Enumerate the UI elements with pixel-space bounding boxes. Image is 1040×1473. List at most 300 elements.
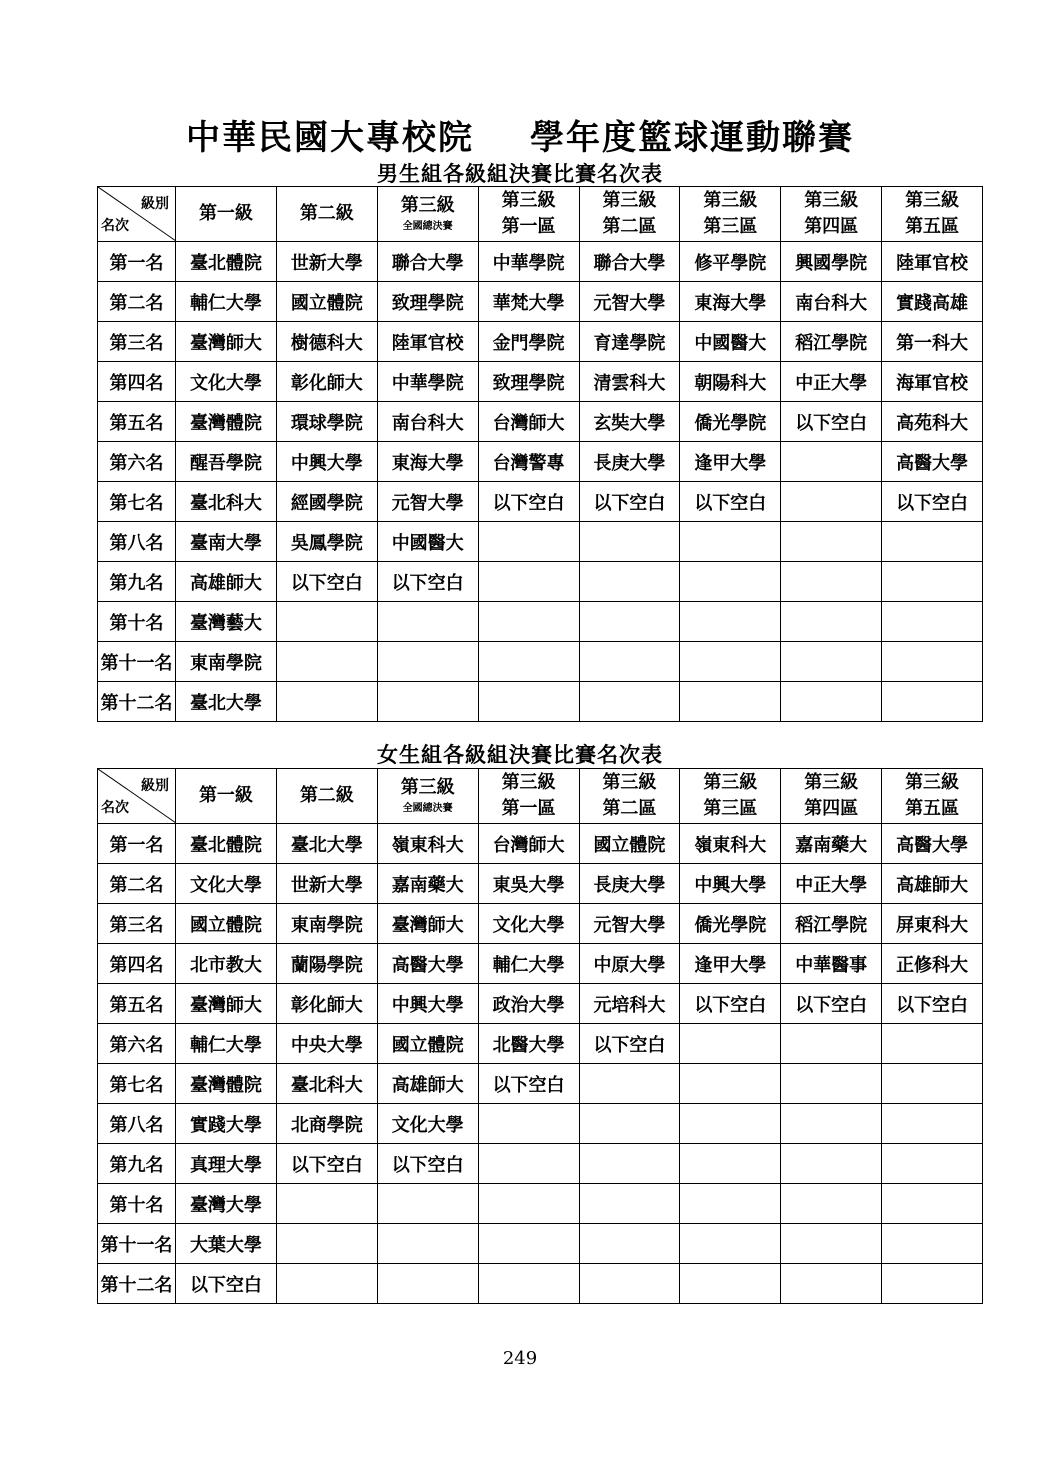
- school-cell: [478, 1264, 579, 1304]
- school-cell: [680, 642, 781, 682]
- school-cell: [478, 602, 579, 642]
- school-cell: 高苑科大: [882, 402, 983, 442]
- school-cell: 興國學院: [781, 242, 882, 282]
- school-cell: 南台科大: [781, 282, 882, 322]
- school-cell: [680, 1144, 781, 1184]
- school-cell: 金門學院: [478, 322, 579, 362]
- column-header: [276, 769, 377, 824]
- column-header-division: 第三區: [703, 216, 758, 237]
- school-cell: [276, 682, 377, 722]
- rank-label: 第二名: [98, 864, 176, 904]
- school-cell: 文化大學: [176, 362, 277, 402]
- table-row: [98, 442, 983, 482]
- column-header: [781, 769, 882, 824]
- school-cell: 醒吾學院: [176, 442, 277, 482]
- column-header-level: 第三級: [703, 772, 758, 793]
- school-cell: [781, 1184, 882, 1224]
- school-cell: [276, 1264, 377, 1304]
- school-cell: [680, 1224, 781, 1264]
- school-cell: 中興大學: [276, 442, 377, 482]
- school-cell: 高醫大學: [377, 944, 478, 984]
- school-cell: 文化大學: [176, 864, 277, 904]
- school-cell: 稻江學院: [781, 904, 882, 944]
- school-cell: [781, 1264, 882, 1304]
- rank-label: 第一名: [98, 242, 176, 282]
- school-cell: 以下空白: [882, 984, 983, 1024]
- school-cell: [579, 1144, 680, 1184]
- school-cell: [478, 1104, 579, 1144]
- table-row: [98, 402, 983, 442]
- school-cell: [377, 642, 478, 682]
- rank-label: 第五名: [98, 984, 176, 1024]
- rank-label: 第十二名: [98, 1264, 176, 1304]
- column-header-division: 第一區: [501, 798, 556, 819]
- school-cell: 以下空白: [579, 482, 680, 522]
- school-cell: [781, 1144, 882, 1184]
- school-cell: 國立體院: [377, 1024, 478, 1064]
- school-cell: [579, 1104, 680, 1144]
- school-cell: 台灣師大: [478, 402, 579, 442]
- school-cell: 臺灣藝大: [176, 602, 277, 642]
- school-cell: 中原大學: [579, 944, 680, 984]
- school-cell: 中國醫大: [377, 522, 478, 562]
- school-cell: [882, 1024, 983, 1064]
- women-table-subtitle: 女生組各級組決賽比賽名次表: [377, 742, 663, 767]
- corner-label-level: 級別: [141, 196, 169, 212]
- school-cell: 輔仁大學: [176, 282, 277, 322]
- school-cell: [882, 642, 983, 682]
- school-cell: [882, 1064, 983, 1104]
- school-cell: 致理學院: [478, 362, 579, 402]
- rank-label: 第四名: [98, 362, 176, 402]
- men-ranking-table: [97, 186, 983, 722]
- column-header-division: 全國總決賽: [402, 803, 453, 814]
- school-cell: 逢甲大學: [680, 442, 781, 482]
- table-row: [98, 482, 983, 522]
- school-cell: 華梵大學: [478, 282, 579, 322]
- table-row: [98, 562, 983, 602]
- school-cell: 中國醫大: [680, 322, 781, 362]
- school-cell: [680, 562, 781, 602]
- school-cell: 海軍官校: [882, 362, 983, 402]
- column-header-division: 全國總決賽: [402, 221, 453, 232]
- corner-label-level: 級別: [141, 778, 169, 794]
- column-header: [377, 769, 478, 824]
- school-cell: [680, 1264, 781, 1304]
- school-cell: 嘉南藥大: [377, 864, 478, 904]
- school-cell: 國立體院: [276, 282, 377, 322]
- school-cell: 文化大學: [377, 1104, 478, 1144]
- school-cell: 台灣師大: [478, 824, 579, 864]
- school-cell: 元智大學: [579, 282, 680, 322]
- school-cell: 玄奘大學: [579, 402, 680, 442]
- school-cell: [882, 562, 983, 602]
- table-row: [98, 944, 983, 984]
- school-cell: [781, 1104, 882, 1144]
- school-cell: 陸軍官校: [882, 242, 983, 282]
- school-cell: [882, 1224, 983, 1264]
- school-cell: 高醫大學: [882, 442, 983, 482]
- table-row: [98, 522, 983, 562]
- column-header: [176, 187, 277, 242]
- school-cell: [579, 682, 680, 722]
- rank-label: 第六名: [98, 442, 176, 482]
- school-cell: 中華學院: [377, 362, 478, 402]
- column-header-level: 第三級: [400, 195, 455, 216]
- school-cell: [781, 442, 882, 482]
- table-row: [98, 984, 983, 1024]
- school-cell: [478, 682, 579, 722]
- rank-label: 第十一名: [98, 1224, 176, 1264]
- column-header-level: 第三級: [804, 772, 859, 793]
- school-cell: 國立體院: [176, 904, 277, 944]
- school-cell: [882, 1184, 983, 1224]
- school-cell: [882, 1264, 983, 1304]
- school-cell: [781, 602, 882, 642]
- school-cell: 東海大學: [377, 442, 478, 482]
- column-header: [680, 187, 781, 242]
- school-cell: 經國學院: [276, 482, 377, 522]
- school-cell: 臺灣師大: [176, 322, 277, 362]
- corner-label-rank: 名次: [101, 218, 129, 234]
- rank-label: 第一名: [98, 824, 176, 864]
- school-cell: [781, 642, 882, 682]
- column-header: [781, 187, 882, 242]
- school-cell: 南台科大: [377, 402, 478, 442]
- school-cell: 育達學院: [579, 322, 680, 362]
- school-cell: [680, 1184, 781, 1224]
- school-cell: 以下空白: [176, 1264, 277, 1304]
- rank-label: 第六名: [98, 1024, 176, 1064]
- school-cell: 逢甲大學: [680, 944, 781, 984]
- school-cell: 稻江學院: [781, 322, 882, 362]
- table-row: [98, 642, 983, 682]
- school-cell: 元智大學: [579, 904, 680, 944]
- school-cell: [276, 1224, 377, 1264]
- column-header: [276, 187, 377, 242]
- school-cell: [882, 602, 983, 642]
- women-ranking-table: [97, 768, 983, 1304]
- school-cell: [579, 1264, 680, 1304]
- column-header-level: 第二級: [299, 785, 354, 806]
- school-cell: 長庚大學: [579, 442, 680, 482]
- column-header-level: 第一級: [198, 203, 253, 224]
- school-cell: 聯合大學: [579, 242, 680, 282]
- column-header-level: 第三級: [905, 772, 960, 793]
- school-cell: 正修科大: [882, 944, 983, 984]
- header-row: [98, 187, 983, 242]
- column-header-level: 第三級: [905, 190, 960, 211]
- school-cell: [377, 682, 478, 722]
- rank-label: 第十一名: [98, 642, 176, 682]
- table-row: [98, 282, 983, 322]
- header-row: [98, 769, 983, 824]
- rank-label: 第十名: [98, 602, 176, 642]
- school-cell: [882, 1144, 983, 1184]
- school-cell: [579, 642, 680, 682]
- school-cell: [478, 1224, 579, 1264]
- school-cell: [882, 1104, 983, 1144]
- school-cell: 以下空白: [781, 402, 882, 442]
- school-cell: [377, 1264, 478, 1304]
- school-cell: [579, 602, 680, 642]
- column-header: [377, 187, 478, 242]
- column-header: [478, 769, 579, 824]
- school-cell: 中正大學: [781, 864, 882, 904]
- school-cell: 中興大學: [377, 984, 478, 1024]
- school-cell: 政治大學: [478, 984, 579, 1024]
- school-cell: 高雄師大: [882, 864, 983, 904]
- corner-header-cell: [98, 187, 176, 242]
- school-cell: 嘉南藥大: [781, 824, 882, 864]
- column-header-level: 第二級: [299, 203, 354, 224]
- school-cell: 僑光學院: [680, 904, 781, 944]
- school-cell: 聯合大學: [377, 242, 478, 282]
- school-cell: 中華醫事: [781, 944, 882, 984]
- table-row: [98, 1184, 983, 1224]
- school-cell: 世新大學: [276, 242, 377, 282]
- school-cell: 以下空白: [276, 1144, 377, 1184]
- page-number: 249: [502, 1348, 538, 1369]
- school-cell: 中央大學: [276, 1024, 377, 1064]
- rank-label: 第四名: [98, 944, 176, 984]
- column-header-division: 第四區: [804, 798, 859, 819]
- school-cell: 輔仁大學: [176, 1024, 277, 1064]
- school-cell: 臺北大學: [276, 824, 377, 864]
- school-cell: 真理大學: [176, 1144, 277, 1184]
- column-header-division: 第五區: [905, 798, 960, 819]
- school-cell: [478, 1184, 579, 1224]
- school-cell: [377, 1184, 478, 1224]
- column-header-division: 第二區: [602, 798, 657, 819]
- school-cell: 元智大學: [377, 482, 478, 522]
- school-cell: 文化大學: [478, 904, 579, 944]
- school-cell: 以下空白: [377, 1144, 478, 1184]
- school-cell: 以下空白: [478, 1064, 579, 1104]
- school-cell: [680, 1104, 781, 1144]
- school-cell: [680, 522, 781, 562]
- column-header-division: 第一區: [501, 216, 556, 237]
- school-cell: 臺南大學: [176, 522, 277, 562]
- table-row: [98, 682, 983, 722]
- school-cell: 臺北體院: [176, 824, 277, 864]
- school-cell: [377, 1224, 478, 1264]
- school-cell: [478, 1144, 579, 1184]
- school-cell: [478, 642, 579, 682]
- rank-label: 第八名: [98, 522, 176, 562]
- school-cell: 清雲科大: [579, 362, 680, 402]
- table-row: [98, 904, 983, 944]
- school-cell: 彰化師大: [276, 984, 377, 1024]
- corner-header-cell: [98, 769, 176, 824]
- school-cell: 蘭陽學院: [276, 944, 377, 984]
- school-cell: 嶺東科大: [680, 824, 781, 864]
- school-cell: 彰化師大: [276, 362, 377, 402]
- school-cell: 臺北大學: [176, 682, 277, 722]
- school-cell: 修平學院: [680, 242, 781, 282]
- school-cell: [882, 682, 983, 722]
- school-cell: [680, 1024, 781, 1064]
- school-cell: 臺灣師大: [377, 904, 478, 944]
- school-cell: 以下空白: [882, 482, 983, 522]
- column-header: [882, 187, 983, 242]
- school-cell: 實踐高雄: [882, 282, 983, 322]
- rank-label: 第十二名: [98, 682, 176, 722]
- school-cell: 大葉大學: [176, 1224, 277, 1264]
- column-header-level: 第三級: [703, 190, 758, 211]
- rank-label: 第三名: [98, 322, 176, 362]
- school-cell: 以下空白: [478, 482, 579, 522]
- school-cell: 東吳大學: [478, 864, 579, 904]
- school-cell: 以下空白: [680, 984, 781, 1024]
- title-part-2: 學年度籃球運動聯賽: [530, 118, 854, 158]
- school-cell: 以下空白: [579, 1024, 680, 1064]
- school-cell: [781, 1064, 882, 1104]
- rank-label: 第七名: [98, 1064, 176, 1104]
- school-cell: [579, 1064, 680, 1104]
- table-row: [98, 602, 983, 642]
- school-cell: 臺灣師大: [176, 984, 277, 1024]
- school-cell: 以下空白: [276, 562, 377, 602]
- school-cell: 輔仁大學: [478, 944, 579, 984]
- school-cell: 嶺東科大: [377, 824, 478, 864]
- school-cell: 臺灣體院: [176, 1064, 277, 1104]
- table-row: [98, 1024, 983, 1064]
- school-cell: 東南學院: [276, 904, 377, 944]
- column-header: [579, 769, 680, 824]
- table-row: [98, 242, 983, 282]
- school-cell: 環球學院: [276, 402, 377, 442]
- school-cell: [579, 562, 680, 602]
- school-cell: 屏東科大: [882, 904, 983, 944]
- school-cell: [781, 482, 882, 522]
- school-cell: 高醫大學: [882, 824, 983, 864]
- column-header-level: 第三級: [602, 772, 657, 793]
- title-part-1: 中華民國大專校院: [186, 118, 474, 158]
- column-header-division: 第五區: [905, 216, 960, 237]
- column-header-level: 第三級: [501, 772, 556, 793]
- rank-label: 第五名: [98, 402, 176, 442]
- school-cell: 臺北科大: [276, 1064, 377, 1104]
- school-cell: 中正大學: [781, 362, 882, 402]
- school-cell: 國立體院: [579, 824, 680, 864]
- school-cell: 僑光學院: [680, 402, 781, 442]
- school-cell: [882, 522, 983, 562]
- column-header: [680, 769, 781, 824]
- school-cell: [680, 682, 781, 722]
- column-header-division: 第二區: [602, 216, 657, 237]
- column-header-division: 第四區: [804, 216, 859, 237]
- school-cell: 北醫大學: [478, 1024, 579, 1064]
- table-row: [98, 864, 983, 904]
- column-header-level: 第三級: [501, 190, 556, 211]
- table-row: [98, 322, 983, 362]
- school-cell: [781, 562, 882, 602]
- column-header: [882, 769, 983, 824]
- school-cell: 朝陽科大: [680, 362, 781, 402]
- school-cell: 臺灣大學: [176, 1184, 277, 1224]
- school-cell: [781, 1224, 882, 1264]
- rank-label: 第三名: [98, 904, 176, 944]
- school-cell: 以下空白: [377, 562, 478, 602]
- school-cell: 吳鳳學院: [276, 522, 377, 562]
- school-cell: 東海大學: [680, 282, 781, 322]
- rank-label: 第七名: [98, 482, 176, 522]
- school-cell: 臺北體院: [176, 242, 277, 282]
- school-cell: [781, 522, 882, 562]
- rank-label: 第九名: [98, 562, 176, 602]
- school-cell: 樹德科大: [276, 322, 377, 362]
- school-cell: [680, 602, 781, 642]
- rank-label: 第九名: [98, 1144, 176, 1184]
- table-row: [98, 362, 983, 402]
- school-cell: [478, 522, 579, 562]
- school-cell: [781, 682, 882, 722]
- school-cell: [781, 1024, 882, 1064]
- school-cell: [276, 1184, 377, 1224]
- column-header: [478, 187, 579, 242]
- school-cell: 臺北科大: [176, 482, 277, 522]
- table-row: [98, 1144, 983, 1184]
- men-table-subtitle: 男生組各級組決賽比賽名次表: [377, 161, 663, 186]
- school-cell: 中華學院: [478, 242, 579, 282]
- school-cell: 以下空白: [680, 482, 781, 522]
- school-cell: 元培科大: [579, 984, 680, 1024]
- school-cell: 致理學院: [377, 282, 478, 322]
- school-cell: 台灣警專: [478, 442, 579, 482]
- rank-label: 第八名: [98, 1104, 176, 1144]
- school-cell: [276, 602, 377, 642]
- school-cell: 陸軍官校: [377, 322, 478, 362]
- document-title: [0, 110, 1040, 159]
- table-row: [98, 1264, 983, 1304]
- rank-label: 第二名: [98, 282, 176, 322]
- table-row: [98, 1224, 983, 1264]
- column-header: [579, 187, 680, 242]
- column-header-level: 第三級: [602, 190, 657, 211]
- school-cell: [377, 602, 478, 642]
- school-cell: [579, 522, 680, 562]
- school-cell: 中興大學: [680, 864, 781, 904]
- school-cell: 北市教大: [176, 944, 277, 984]
- school-cell: 實踐大學: [176, 1104, 277, 1144]
- column-header-division: 第三區: [703, 798, 758, 819]
- rank-label: 第十名: [98, 1184, 176, 1224]
- school-cell: 北商學院: [276, 1104, 377, 1144]
- corner-label-rank: 名次: [101, 800, 129, 816]
- column-header: [176, 769, 277, 824]
- school-cell: [680, 1064, 781, 1104]
- table-row: [98, 824, 983, 864]
- school-cell: 長庚大學: [579, 864, 680, 904]
- school-cell: 臺灣體院: [176, 402, 277, 442]
- school-cell: [276, 642, 377, 682]
- school-cell: [478, 562, 579, 602]
- column-header-level: 第一級: [198, 785, 253, 806]
- school-cell: 高雄師大: [377, 1064, 478, 1104]
- school-cell: 高雄師大: [176, 562, 277, 602]
- school-cell: [579, 1184, 680, 1224]
- school-cell: [579, 1224, 680, 1264]
- table-row: [98, 1064, 983, 1104]
- school-cell: 第一科大: [882, 322, 983, 362]
- school-cell: 世新大學: [276, 864, 377, 904]
- table-row: [98, 1104, 983, 1144]
- school-cell: 東南學院: [176, 642, 277, 682]
- column-header-level: 第三級: [400, 777, 455, 798]
- school-cell: 以下空白: [781, 984, 882, 1024]
- column-header-level: 第三級: [804, 190, 859, 211]
